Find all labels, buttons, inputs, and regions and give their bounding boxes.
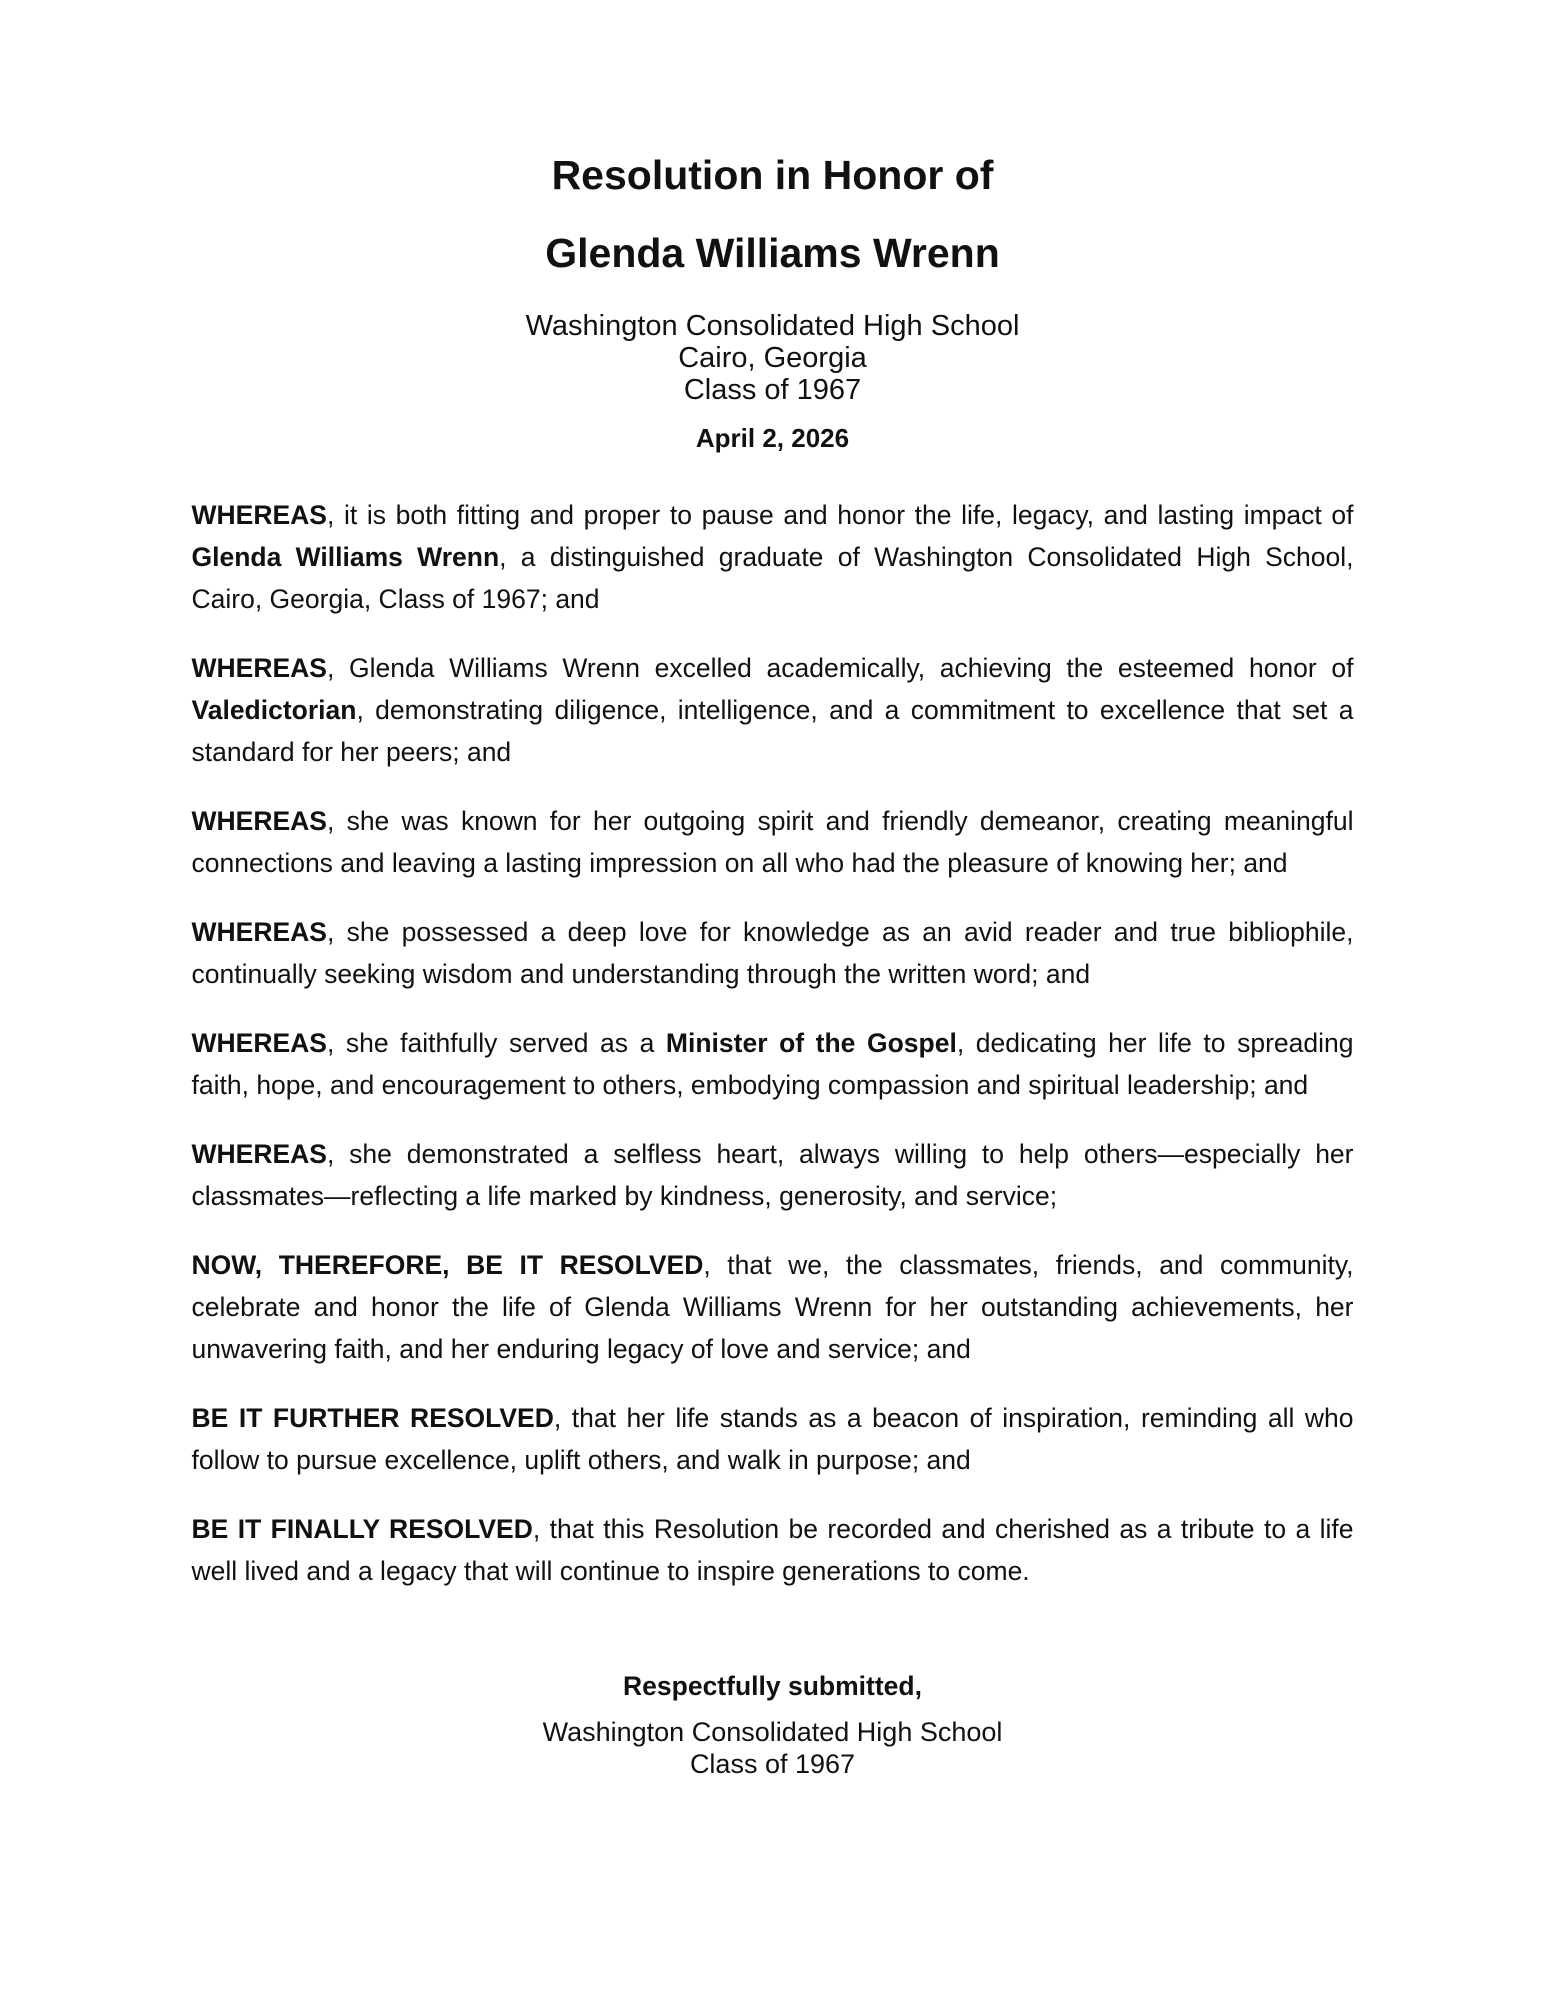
whereas-paragraph-5 — [192, 1022, 1354, 1106]
paragraph-text: , it is both fitting and proper to pause and honor the life, legacy, and lasting impact of — [326, 500, 1354, 530]
school-name: Washington Consolidated High School — [525, 310, 1020, 342]
respectfully-submitted: Respectfully submitted, — [623, 1671, 922, 1701]
paragraph-text: , she demonstrated a selfless heart, always willing to help others—especially her classmates—reflecting a life marked by kindness, generosity, and service; — [191, 1139, 1354, 1211]
paragraph-lead: WHEREAS — [191, 653, 327, 683]
class-year: Class of 1967 — [683, 374, 862, 406]
whereas-paragraph-1 — [192, 494, 1354, 620]
resolution-body — [192, 494, 1354, 1592]
paragraph-text: , she possessed a deep love for knowledge as an avid reader and true bibliophile, continually seeking wisdom and understanding through the written word; and — [191, 917, 1354, 989]
paragraph-text: , demonstrating diligence, intelligence, and a commitment to excellence that set a standard for her peers; and — [191, 695, 1354, 767]
paragraph-text: , that her life stands as a beacon of inspiration, reminding all who follow to pursue excellence, uplift others, and walk in purpose; and — [191, 1403, 1354, 1475]
highlighted-text: Glenda Williams Wrenn — [191, 542, 500, 572]
paragraph-text: , Glenda Williams Wrenn excelled academically, achieving the esteemed honor of — [326, 653, 1354, 683]
paragraph-text: , she was known for her outgoing spirit and friendly demeanor, creating meaningful connections and leaving a lasting impression on all who had the pleasure of knowing her; and — [191, 806, 1354, 878]
title-line-1: Resolution in Honor of — [551, 152, 994, 198]
further-resolved-paragraph — [192, 1397, 1354, 1481]
paragraph-text: , a distinguished graduate of Washington Consolidated High School, Cairo, Georgia, Class of 1967; and — [191, 542, 1354, 614]
paragraph-lead: WHEREAS — [191, 1139, 327, 1169]
paragraph-text: , she faithfully served as a — [326, 1028, 666, 1058]
paragraph-lead: WHEREAS — [191, 500, 327, 530]
whereas-paragraph-4 — [192, 911, 1354, 995]
school-location: Cairo, Georgia — [678, 342, 867, 374]
highlighted-text: Valedictorian — [191, 695, 357, 725]
paragraph-lead: NOW, THEREFORE, BE IT RESOLVED — [191, 1250, 704, 1280]
whereas-paragraph-2 — [192, 647, 1354, 773]
highlighted-text: Minister of the Gospel — [665, 1028, 957, 1058]
paragraph-lead: WHEREAS — [191, 806, 327, 836]
closing-block — [0, 1670, 1545, 1780]
resolution-date: April 2, 2026 — [695, 423, 850, 453]
whereas-paragraph-3 — [192, 800, 1354, 884]
paragraph-lead: WHEREAS — [191, 1028, 327, 1058]
finally-resolved-paragraph — [192, 1508, 1354, 1592]
paragraph-text: , dedicating her life to spreading faith, hope, and encouragement to others, embodying compassion and spiritual leadership; and — [191, 1028, 1354, 1100]
resolved-paragraph — [192, 1244, 1354, 1370]
paragraph-text: , that we, the classmates, friends, and community, celebrate and honor the life of Glenda Williams Wrenn for her outstanding achievements, her unwavering faith, and her enduring legacy of love and service; and — [191, 1250, 1354, 1364]
whereas-paragraph-6 — [192, 1133, 1354, 1217]
paragraph-text: , that this Resolution be recorded and cherished as a tribute to a life well lived and a legacy that will continue to inspire generations to come. — [191, 1514, 1354, 1586]
paragraph-lead: WHEREAS — [191, 917, 327, 947]
honoree-name: Glenda Williams Wrenn — [545, 230, 1000, 276]
signature-school: Washington Consolidated High School — [542, 1717, 1003, 1747]
paragraph-lead: BE IT FURTHER RESOLVED — [191, 1403, 554, 1433]
paragraph-lead: BE IT FINALLY RESOLVED — [191, 1514, 533, 1544]
signature-class-year: Class of 1967 — [689, 1749, 856, 1779]
